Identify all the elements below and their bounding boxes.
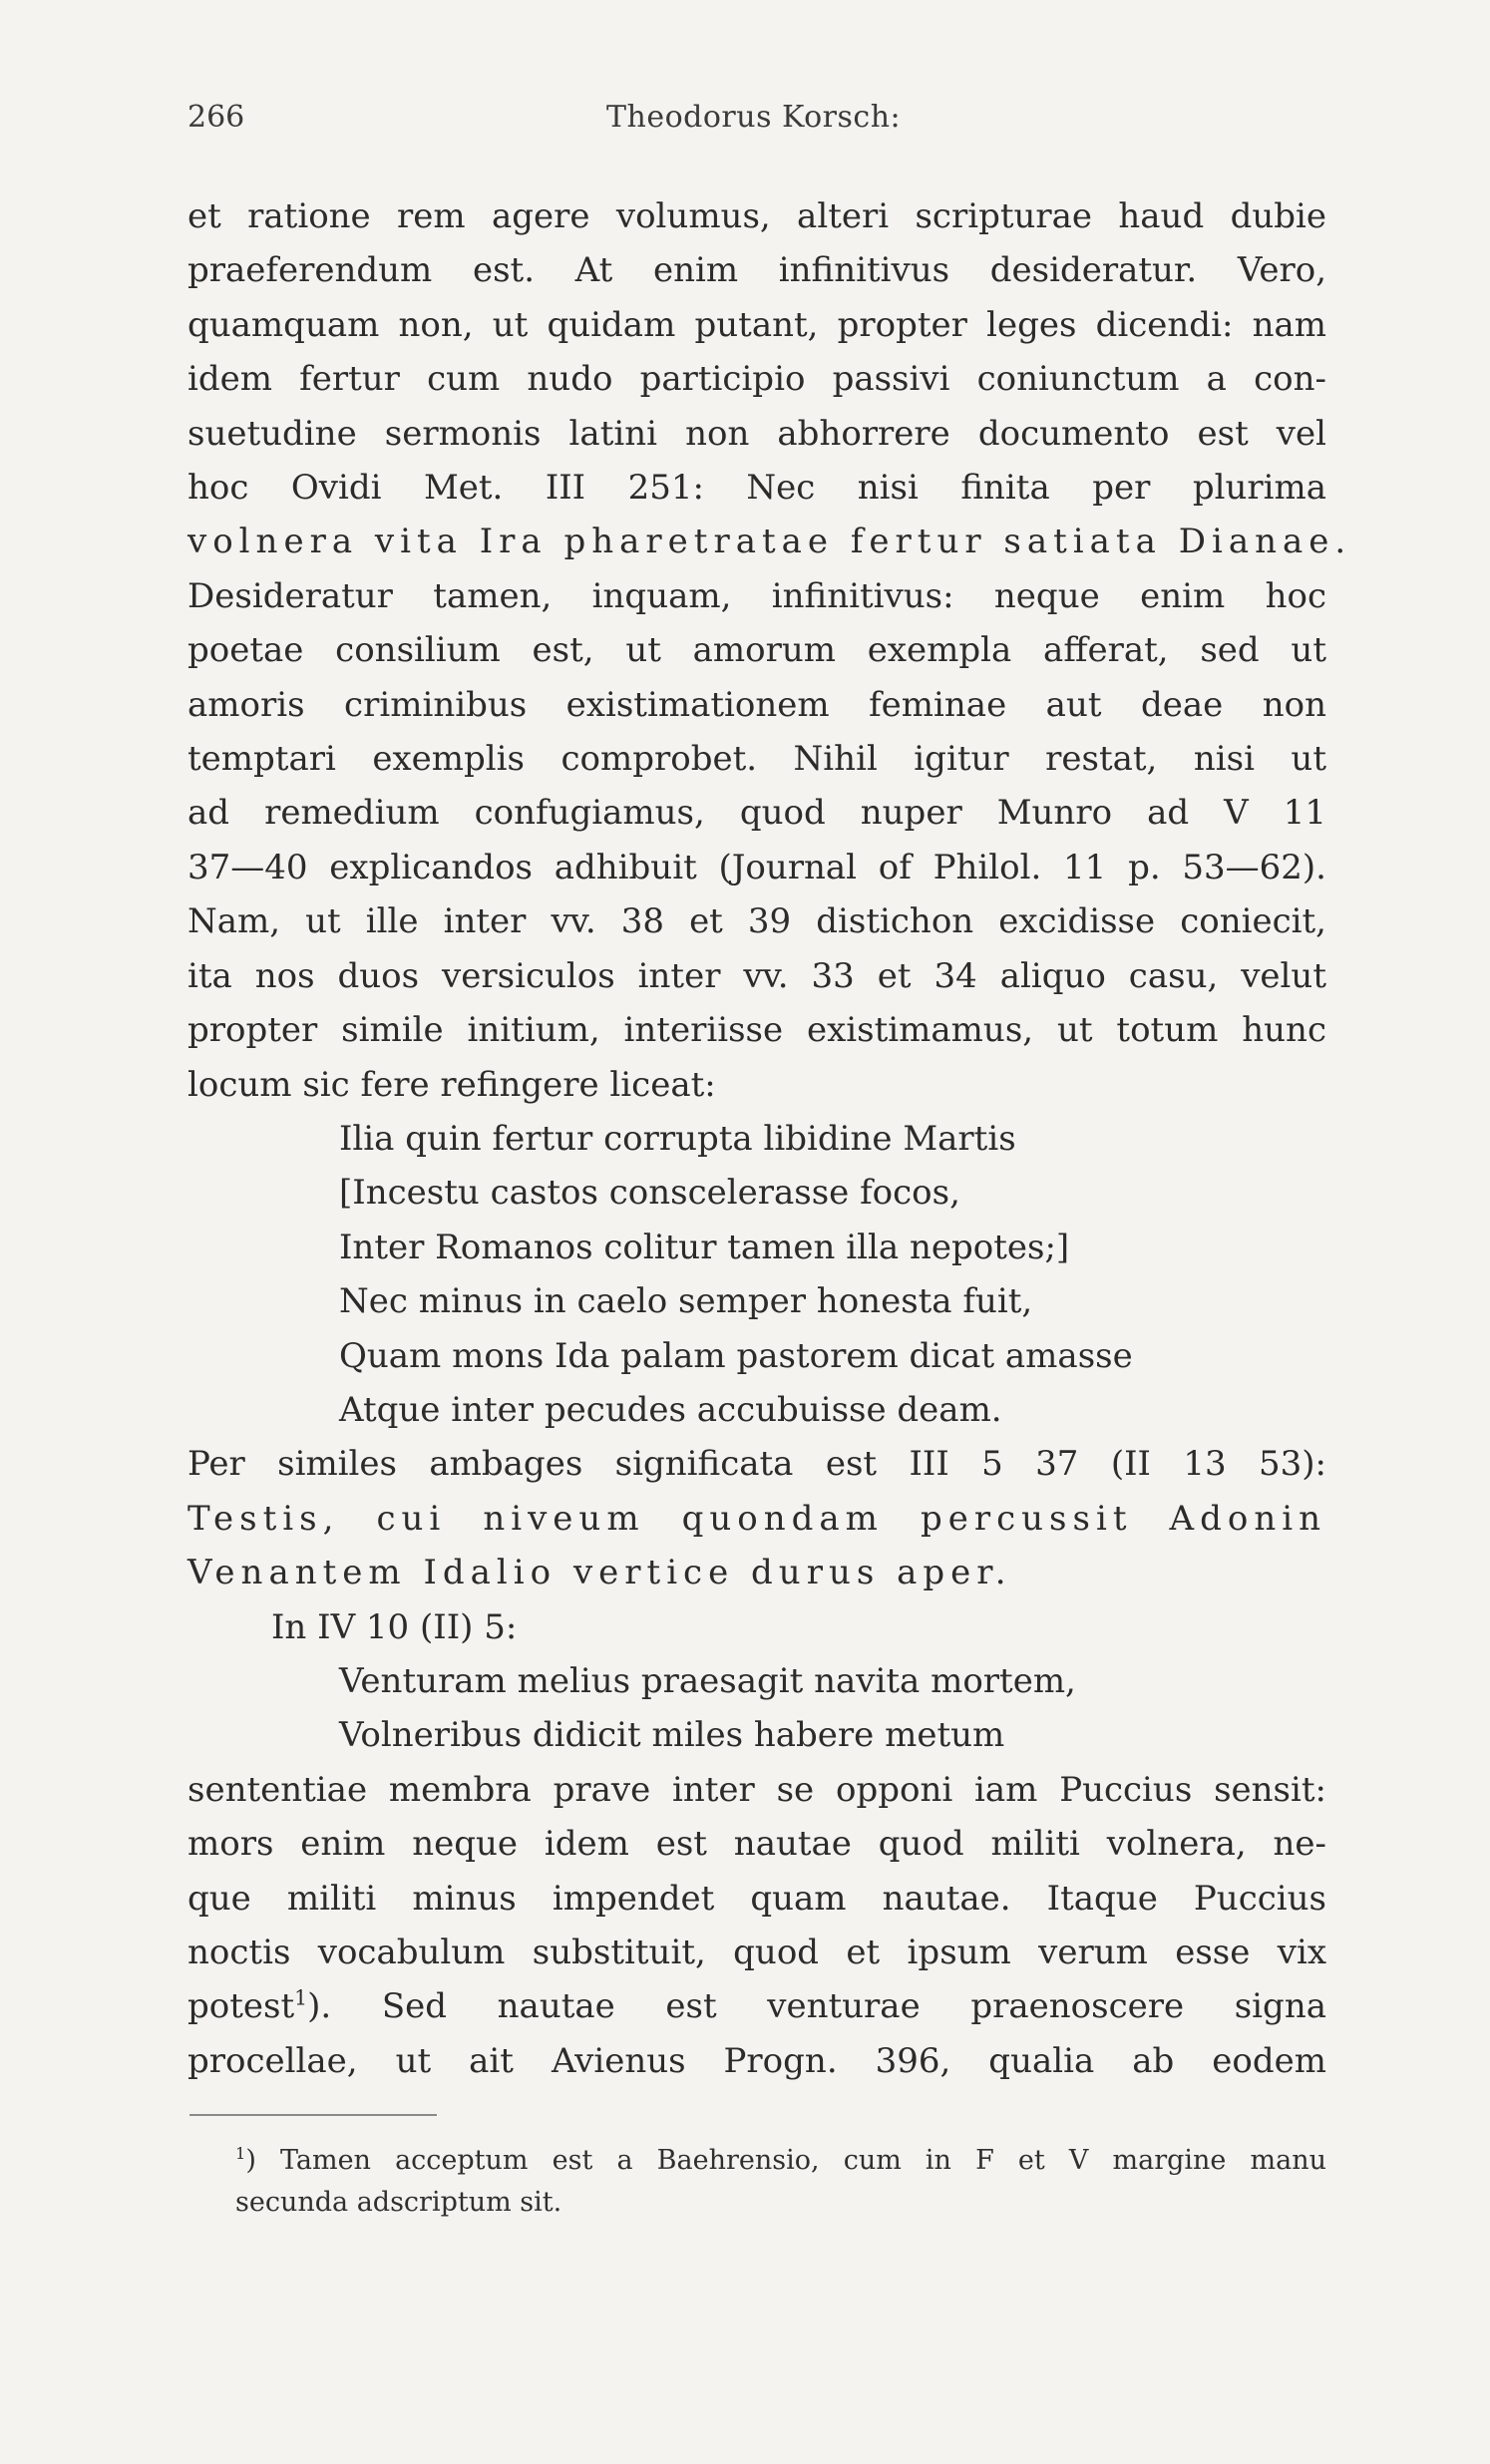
text-line: mors enim neque idem est nautae quod militi volnera, ne- (187, 1824, 1326, 1865)
text-line: Nam, ut ille inter vv. 38 et 39 distichon excidisse coniecit, (187, 901, 1326, 942)
verse-line: [Incestu castos conscelerasse focos, (339, 1173, 960, 1214)
text-line: noctis vocabulum substituit, quod et ipsum verum esse vix (187, 1933, 1326, 1972)
text-line: et ratione rem agere volumus, alteri scripturae haud dubie (187, 196, 1326, 236)
text-line: Per similes ambages significata est III 5 37 (II 13 53): (187, 1444, 1326, 1485)
citation-line: In IV 10 (II) 5: (271, 1606, 518, 1647)
verse-line: Atque inter pecudes accubuisse deam. (339, 1389, 1002, 1430)
text-line: ad remedium confugiamus, quod nuper Munro ad V 11 (187, 793, 1326, 834)
text-line: idem fertur cum nudo participio passivi coniunctum a con- (187, 359, 1326, 400)
text-line: Desideratur tamen, inquam, infinitivus: neque enim hoc (187, 575, 1326, 616)
footnote-line (235, 2140, 1326, 2182)
text-line-quotation: volnera vita Ira pharetratae fertur satiata Dianae. (187, 522, 1352, 562)
text-fragment: ). Sed nautae est venturae praenoscere signa (307, 1986, 1326, 2027)
main-text (187, 189, 1352, 2088)
verse-line: Venturam melius praesagit navita mortem, (339, 1660, 1076, 1701)
text-line-quotation: Testis, cui niveum quondam percussit Adonin (187, 1498, 1326, 1539)
text-line: ita nos duos versiculos inter vv. 33 et 34 aliquo casu, velut (187, 955, 1326, 996)
verse-line: Quam mons Ida palam pastorem dicat amasse (339, 1335, 1133, 1376)
text-line: que militi minus impendet quam nautae. Itaque Puccius (187, 1878, 1326, 1919)
text-line: amoris criminibus existimationem feminae aut deae non (187, 684, 1326, 725)
footnote-text: ) Tamen acceptum est a Baehrensio, cum in F et V margine manu (245, 2145, 1326, 2176)
text-line: praeferendum est. At enim infinitivus desideratur. Vero, (187, 250, 1326, 291)
verse-line: Volneribus didicit miles habere metum (339, 1715, 1005, 1756)
text-line: sententiae membra prave inter se opponi iam Puccius sensit: (187, 1769, 1326, 1810)
text-line: hoc Ovidi Met. III 251: Nec nisi finita per plurima (187, 468, 1326, 509)
footnote-ref: 1 (294, 1986, 308, 2011)
text-line (187, 1979, 1326, 2033)
text-line: quamquam non, ut quidam putant, propter leges dicendi: nam (187, 304, 1326, 345)
footnote-rule (189, 2114, 437, 2116)
page-number: 266 (187, 100, 245, 135)
text-line: temptari exemplis comprobet. Nihil igitur restat, nisi ut (187, 739, 1326, 780)
text-line: procellae, ut ait Avienus Progn. 396, qualia ab eodem (187, 2040, 1326, 2081)
footnote-line: secunda adscriptum sit. (235, 2187, 562, 2218)
verse-line: Ilia quin fertur corrupta libidine Martis (339, 1118, 1016, 1159)
verse-line: Inter Romanos colitur tamen illa nepotes;] (339, 1227, 1070, 1267)
text-line-quotation: Venantem Idalio vertice durus aper. (187, 1553, 1012, 1593)
text-line: poetae consilium est, ut amorum exempla afferat, sed ut (187, 630, 1326, 671)
verse-line: Nec minus in caelo semper honesta fuit, (339, 1281, 1033, 1322)
running-header (187, 100, 1334, 144)
text-line: suetudine sermonis latini non abhorrere documento est vel (187, 413, 1326, 454)
footnote-marker: 1 (235, 2144, 246, 2163)
text-line: 37—40 explicandos adhibuit (Journal of Philol. 11 p. 53—62). (187, 847, 1326, 887)
text-fragment: potest (187, 1986, 295, 2027)
text-line: propter simile initium, interiisse existimamus, ut totum hunc (187, 1010, 1326, 1051)
footnote (235, 2140, 1326, 2224)
running-title: Theodorus Korsch: (606, 100, 902, 135)
text-line: locum sic fere refingere liceat: (187, 1064, 716, 1105)
